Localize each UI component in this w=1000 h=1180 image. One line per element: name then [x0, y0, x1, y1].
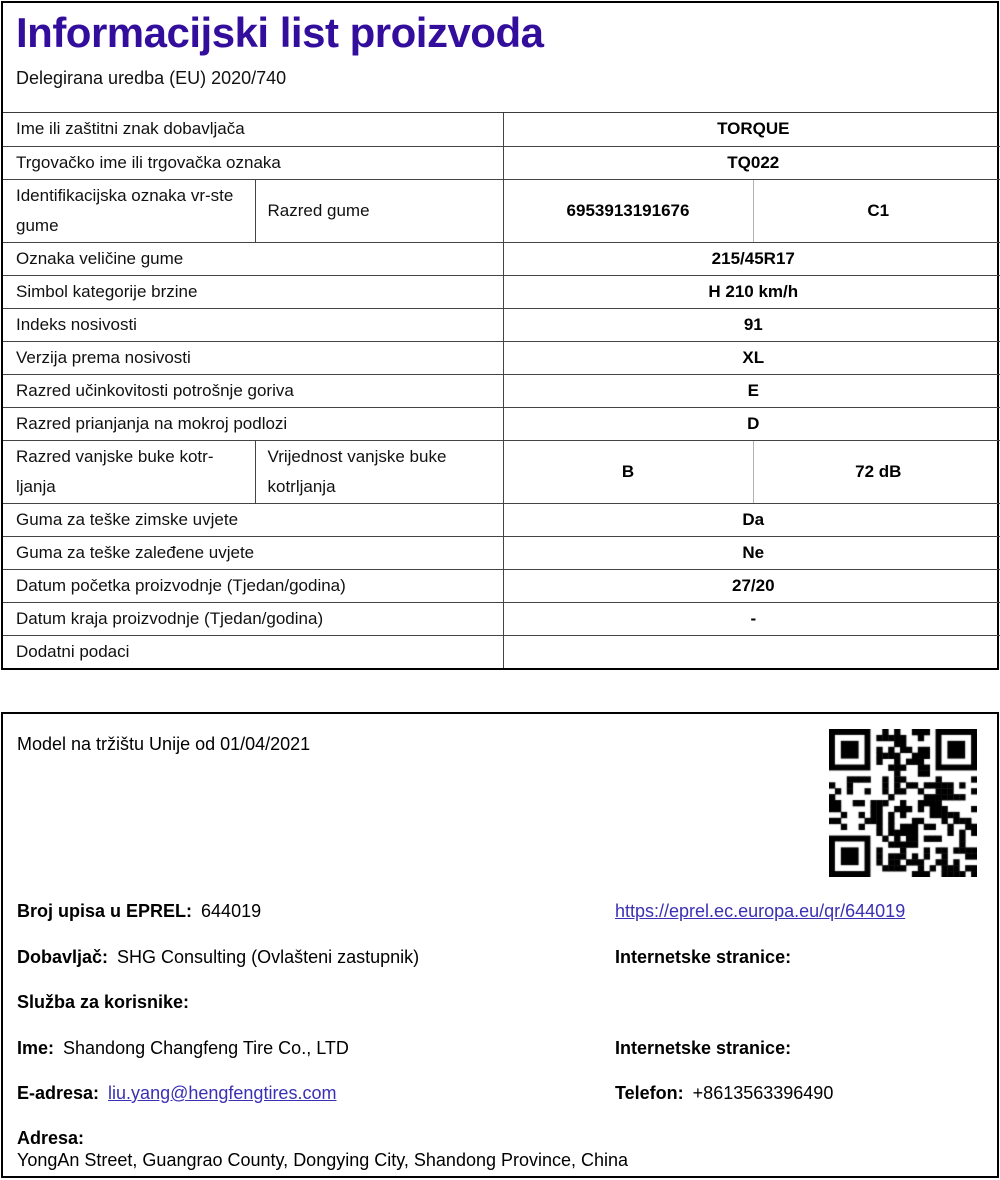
websites-label-2: Internetske stranice: [615, 1038, 792, 1058]
row-label: Razred učinkovitosti potrošnje goriva [3, 374, 503, 407]
row-value-2: C1 [753, 179, 1000, 242]
table-row [3, 179, 1000, 242]
eprel-number: 644019 [201, 901, 262, 921]
row-value: XL [503, 341, 1000, 374]
row-label: Verzija prema nosivosti [3, 341, 503, 374]
market-date-note: Model na tržištu Unije od 01/04/2021 [17, 734, 311, 754]
qr-code-icon [829, 729, 977, 877]
row-value: H 210 km/h [503, 275, 1000, 308]
supplier-row [17, 947, 987, 973]
row-label: Guma za teške zaleđene uvjete [3, 536, 503, 569]
manufacturer-name: Shandong Changfeng Tire Co., LTD [63, 1038, 349, 1058]
customer-service-row [17, 992, 987, 1018]
table-row [3, 602, 1000, 635]
row-label: Oznaka veličine gume [3, 242, 503, 275]
supplier-label: Dobavljač: [17, 947, 109, 967]
row-label: Datum kraja proizvodnje (Tjedan/godina) [3, 602, 503, 635]
table-row [3, 146, 1000, 179]
name-label: Ime: [17, 1038, 55, 1058]
row-value: D [503, 407, 1000, 440]
customer-service-label: Služba za korisnike: [17, 992, 190, 1012]
table-row [3, 503, 1000, 536]
table-row [3, 341, 1000, 374]
table-row [3, 113, 1000, 146]
row-value-1: B [503, 440, 753, 503]
email-label: E-adresa: [17, 1083, 100, 1103]
table-row [3, 569, 1000, 602]
row-value [503, 635, 1000, 668]
address-label: Adresa: [17, 1128, 85, 1148]
row-label: Indeks nosivosti [3, 308, 503, 341]
row-value: Da [503, 503, 1000, 536]
supplier-info-box [1, 712, 999, 1178]
table-row [3, 635, 1000, 668]
row-sublabel: Vrijednost vanjske buke kotrljanja [255, 440, 503, 503]
table-row [3, 536, 1000, 569]
table-row [3, 275, 1000, 308]
phone-number: +8613563396490 [692, 1083, 834, 1103]
table-row [3, 308, 1000, 341]
table-row [3, 374, 1000, 407]
page-title: Informacijski list proizvoda [16, 9, 544, 56]
row-value: Ne [503, 536, 1000, 569]
row-label: Razred prianjanja na mokroj podlozi [3, 407, 503, 440]
email-phone-row [17, 1083, 987, 1109]
row-value-1: 6953913191676 [503, 179, 753, 242]
email-link[interactable]: liu.yang@hengfengtires.com [108, 1083, 337, 1103]
row-label: Dodatni podaci [3, 635, 503, 668]
supplier-name: SHG Consulting (Ovlašteni zastupnik) [117, 947, 420, 967]
phone-label: Telefon: [615, 1083, 684, 1103]
row-value: 27/20 [503, 569, 1000, 602]
address-value: YongAn Street, Guangrao County, Dongying City, Shandong Province, China [17, 1150, 629, 1170]
table-row [3, 440, 1000, 503]
row-label: Identifikacijska oznaka vr-ste gume [3, 179, 255, 242]
row-label: Razred vanjske buke kotr-ljanja [3, 440, 255, 503]
row-label: Trgovačko ime ili trgovačka oznaka [3, 146, 503, 179]
row-label: Ime ili zaštitni znak dobavljača [3, 113, 503, 146]
sheet-header [3, 3, 997, 113]
regulation-subtitle: Delegirana uredba (EU) 2020/740 [16, 68, 287, 89]
row-label: Guma za teške zimske uvjete [3, 503, 503, 536]
table-row [3, 407, 1000, 440]
row-value-2: 72 dB [753, 440, 1000, 503]
product-info-sheet [1, 1, 999, 670]
eprel-row [17, 901, 987, 927]
websites-label: Internetske stranice: [615, 947, 792, 967]
manufacturer-name-row [17, 1038, 987, 1064]
row-sublabel: Razred gume [255, 179, 503, 242]
row-value: TORQUE [503, 113, 1000, 146]
row-value: E [503, 374, 1000, 407]
table-row [3, 242, 1000, 275]
row-value: 215/45R17 [503, 242, 1000, 275]
row-label: Simbol kategorije brzine [3, 275, 503, 308]
eprel-label: Broj upisa u EPREL: [17, 901, 193, 921]
row-value: 91 [503, 308, 1000, 341]
tyre-spec-table [3, 113, 1000, 668]
row-label: Datum početka proizvodnje (Tjedan/godina) [3, 569, 503, 602]
eprel-link[interactable]: https://eprel.ec.europa.eu/qr/644019 [615, 901, 906, 921]
row-value: TQ022 [503, 146, 1000, 179]
row-value: - [503, 602, 1000, 635]
